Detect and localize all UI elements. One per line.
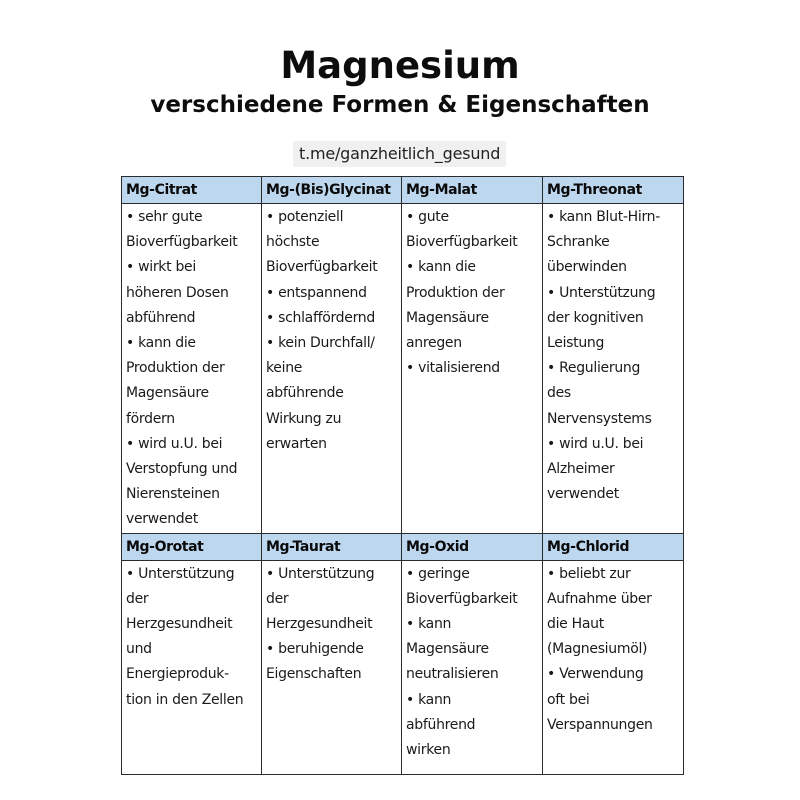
cell-line: (Magnesiumöl)	[547, 641, 648, 658]
cell-line: und	[126, 641, 152, 658]
cell-line: neutralisieren	[406, 666, 499, 683]
column-header-mg-oxid: Mg-Oxid	[402, 533, 543, 560]
cell-line: Leistung	[547, 335, 605, 352]
table-header-row	[122, 177, 684, 204]
cell-line: Produktion der	[126, 360, 225, 377]
cell-line: anregen	[406, 335, 462, 352]
cell-line: Bioverfügbarkeit	[406, 590, 518, 607]
cell-line: • wirkt bei	[126, 259, 196, 276]
cell-mg-citrat	[122, 204, 262, 534]
cell-line: Bioverfügbarkeit	[266, 259, 378, 276]
cell-line: • Unterstützung	[547, 284, 656, 301]
page-title: Magnesium	[280, 44, 520, 87]
cell-line: tion in den Zellen	[126, 691, 244, 708]
cell-line: wirken	[406, 742, 451, 759]
cell-line: • potenziell	[266, 209, 344, 225]
cell-line: oft bei	[547, 691, 590, 708]
cell-line: verwendet	[547, 486, 619, 503]
column-header-mg-orotat: Mg-Orotat	[122, 533, 262, 560]
cell-line: • kann Blut-Hirn-	[547, 209, 661, 225]
cell-line: Herzgesundheit	[126, 616, 233, 633]
cell-line: Aufnahme über	[547, 590, 652, 607]
cell-line: • vitalisierend	[406, 360, 500, 377]
column-header-mg-malat: Mg-Malat	[402, 177, 543, 204]
column-header-mg-citrat: Mg-Citrat	[122, 177, 262, 204]
cell-line: • Verwendung	[547, 666, 644, 683]
cell-line: • gute	[406, 209, 449, 225]
cell-line: • geringe	[406, 565, 470, 582]
cell-mg-threonat	[543, 204, 684, 534]
cell-line: die Haut	[547, 616, 604, 633]
cell-line: Energieproduk-	[126, 666, 229, 683]
cell-line: Schranke	[547, 234, 610, 251]
magnesium-forms-table	[121, 176, 684, 775]
cell-line: höchste	[266, 234, 320, 251]
cell-line: • sehr gute	[126, 209, 203, 225]
table-row	[122, 560, 684, 774]
cell-line: der	[266, 590, 289, 607]
cell-line: • Unterstützung	[266, 565, 375, 582]
cell-line: • kein Durchfall/	[266, 335, 375, 352]
column-header-mg-bisglycinat: Mg-(Bis)Glycinat	[262, 177, 402, 204]
cell-line: verwendet	[126, 511, 198, 528]
cell-line: • Unterstützung	[126, 565, 235, 582]
cell-mg-taurat	[262, 560, 402, 774]
cell-mg-oxid	[402, 560, 543, 774]
cell-line: • kann	[406, 616, 452, 633]
cell-mg-malat	[402, 204, 543, 534]
cell-line: Verstopfung und	[126, 461, 238, 478]
cell-line: Magensäure	[126, 385, 209, 402]
cell-line: Nierensteinen	[126, 486, 220, 503]
cell-line: Nervensystems	[547, 410, 652, 427]
column-header-mg-chlorid: Mg-Chlorid	[543, 533, 684, 560]
cell-line: Magensäure	[406, 641, 489, 658]
cell-line: Bioverfügbarkeit	[126, 234, 238, 251]
cell-line: abführende	[266, 385, 344, 402]
cell-line: abführend	[126, 309, 196, 326]
cell-mg-chlorid	[543, 560, 684, 774]
cell-mg-orotat	[122, 560, 262, 774]
cell-line: fördern	[126, 410, 175, 427]
column-header-mg-taurat: Mg-Taurat	[262, 533, 402, 560]
page-subtitle: verschiedene Formen & Eigenschaften	[150, 92, 650, 118]
cell-line: • Regulierung	[547, 360, 641, 377]
cell-line: Eigenschaften	[266, 666, 362, 683]
cell-line: • entspannend	[266, 284, 367, 301]
cell-line: erwarten	[266, 435, 327, 452]
cell-line: Wirkung zu	[266, 410, 342, 427]
cell-line: abführend	[406, 716, 476, 733]
cell-line: • wird u.U. bei	[126, 435, 223, 452]
cell-line: Produktion der	[406, 284, 505, 301]
cell-line: • beliebt zur	[547, 565, 631, 582]
cell-line: überwinden	[547, 259, 627, 276]
table-header-row	[122, 533, 684, 560]
column-header-mg-threonat: Mg-Threonat	[543, 177, 684, 204]
cell-mg-bisglycinat	[262, 204, 402, 534]
cell-line: • schlaffördernd	[266, 309, 375, 326]
cell-line: des	[547, 385, 571, 402]
cell-line: Bioverfügbarkeit	[406, 234, 518, 251]
cell-line: höheren Dosen	[126, 284, 229, 301]
cell-line: keine	[266, 360, 303, 377]
cell-line: Alzheimer	[547, 461, 615, 478]
cell-line: • kann die	[126, 335, 196, 352]
cell-line: Verspannungen	[547, 716, 653, 733]
cell-line: • kann	[406, 691, 452, 708]
cell-line: • kann die	[406, 259, 476, 276]
cell-line: • wird u.U. bei	[547, 435, 644, 452]
telegram-link[interactable]: t.me/ganzheitlich_gesund	[293, 141, 506, 167]
cell-line: Herzgesundheit	[266, 616, 373, 633]
cell-line: der	[126, 590, 149, 607]
cell-line: der kognitiven	[547, 309, 644, 326]
table-row	[122, 204, 684, 534]
cell-line: • beruhigende	[266, 641, 364, 658]
cell-line: Magensäure	[406, 309, 489, 326]
